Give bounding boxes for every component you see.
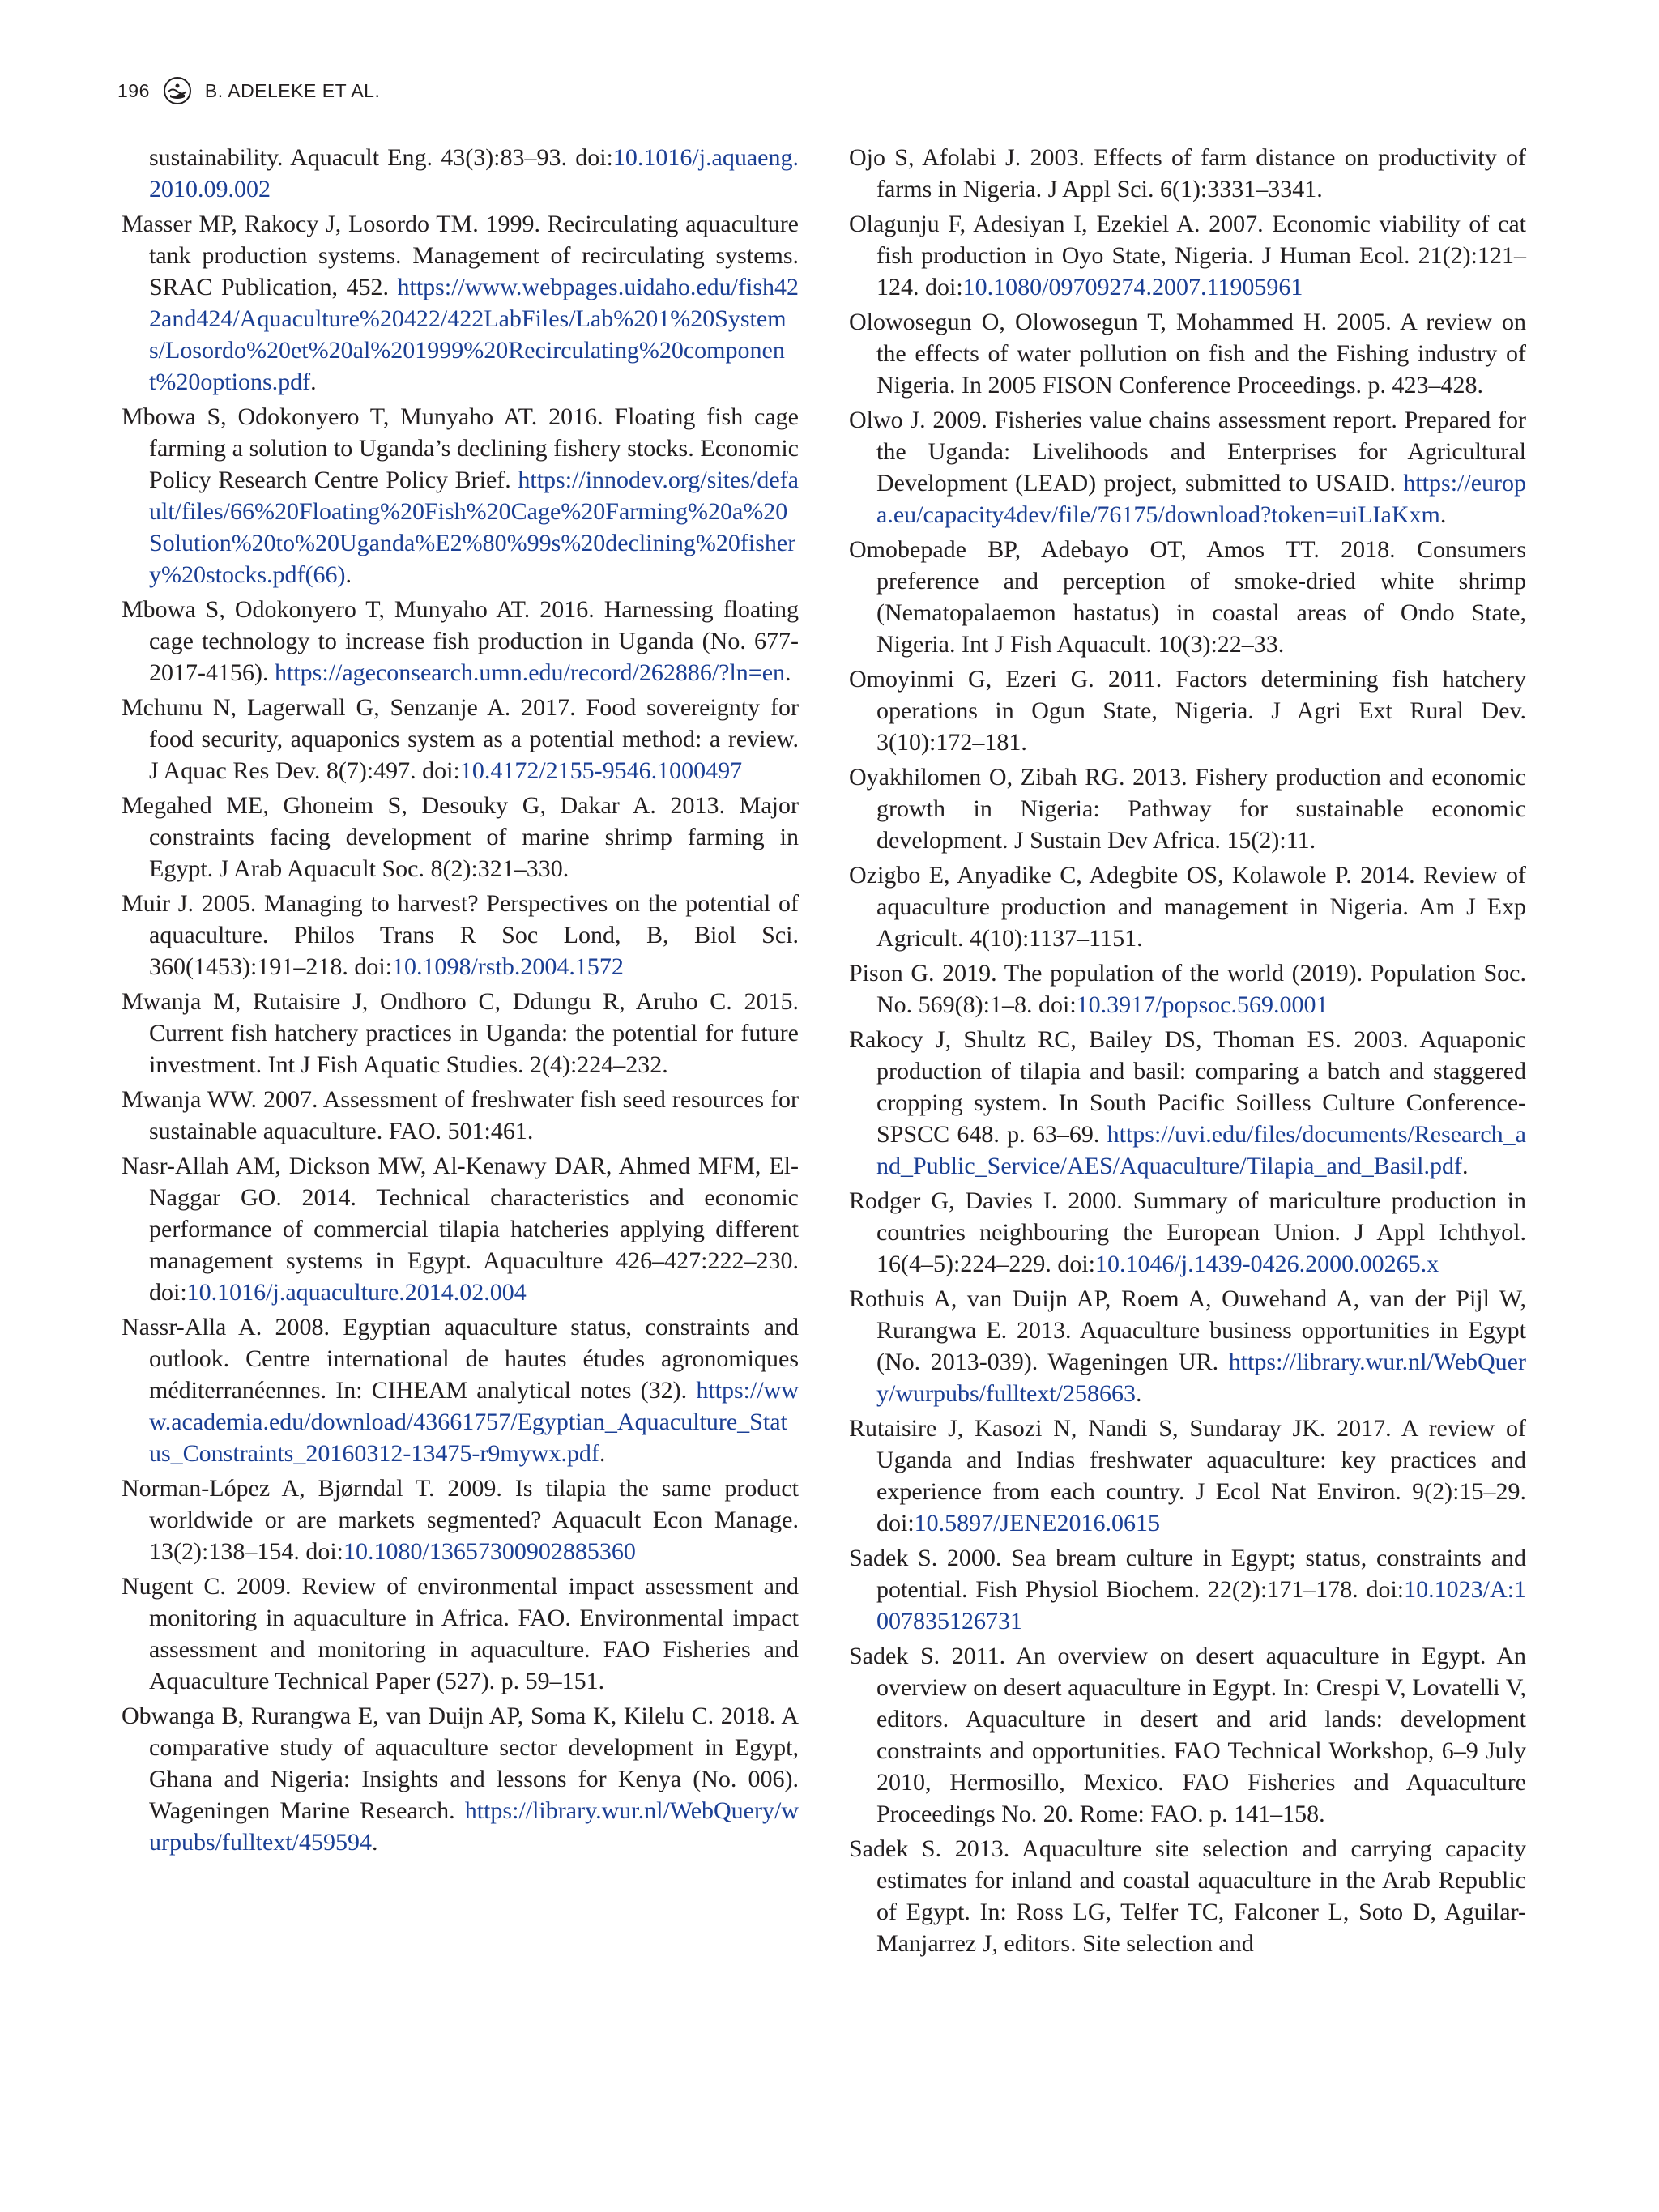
reference-text: Norman-López A, Bjørndal T. 2009. Is tilapia the same product worldwide or are markets segmented? Aquacult Econ Manage. 13(2):138–154. doi:: [122, 1475, 799, 1565]
reference-link[interactable]: https://www.webpages.uidaho.edu/fish422and424/Aquaculture%20422/422LabFiles/Lab%201%20Systems/Losordo%20et%20al%201999%20Recirculating%20component%20options.pdf: [149, 274, 799, 395]
reference-entry: [849, 1413, 1526, 1539]
reference-text: Megahed ME, Ghoneim S, Desouky G, Dakar A. 2013. Major constraints facing development of marine shrimp farming in Egypt. J Arab Aquacult Soc. 8(2):321–330.: [122, 792, 799, 882]
reference-entry: [122, 594, 799, 688]
reference-text: Rothuis A, van Duijn AP, Roem A, Ouwehand A, van der Pijl W, Rurangwa E. 2013. Aquaculture business opportunities in Egypt (No. 2013-039). Wageningen UR.: [849, 1285, 1526, 1375]
reference-entry: [122, 1473, 799, 1567]
reference-text: Rutaisire J, Kasozi N, Nandi S, Sundaray JK. 2017. A review of Uganda and Indias freshwater aquaculture: key practices and experience from each country. J Ecol Nat Environ. 9(2):15–29. doi:: [849, 1415, 1526, 1536]
reference-link[interactable]: https://ageconsearch.umn.edu/record/262886/?ln=en: [274, 659, 786, 686]
reference-link[interactable]: https://uvi.edu/files/documents/Research_and_Public_Service/AES/Aquaculture/Tilapia_and_Basil.pdf: [876, 1121, 1526, 1179]
reference-punctuation: .: [371, 1829, 378, 1856]
reference-link[interactable]: 10.3917/popsoc.569.0001: [1076, 991, 1328, 1018]
reference-entry: [122, 692, 799, 786]
reference-entry: [122, 142, 799, 205]
reference-entry: [849, 1024, 1526, 1182]
reference-text: Nasr-Allah AM, Dickson MW, Al-Kenawy DAR, Ahmed MFM, El-Naggar GO. 2014. Technical characteristics and economic performance of commercial tilapia hatcheries applying different management systems in Egypt. Aquaculture 426–427:222–230. doi:: [122, 1153, 799, 1306]
reference-entry: [122, 1311, 799, 1469]
reference-text: Mbowa S, Odokonyero T, Munyaho AT. 2016. Harnessing floating cage technology to increase fish production in Uganda (No. 677-2017-4156).: [122, 596, 799, 686]
reference-entry: [122, 1150, 799, 1308]
reference-link[interactable]: https://europa.eu/capacity4dev/file/76175/download?token=uiLIaKxm: [876, 470, 1526, 528]
reference-text: Ozigbo E, Anyadike C, Adegbite OS, Kolawole P. 2014. Review of aquaculture production and management in Nigeria. Am J Exp Agricult. 4(10):1137–1151.: [849, 862, 1526, 952]
reference-text: Pison G. 2019. The population of the world (2019). Population Soc. No. 569(8):1–8. doi:: [849, 960, 1526, 1018]
page-number: 196: [117, 79, 150, 101]
reference-text: Omoyinmi G, Ezeri G. 2011. Factors determining fish hatchery operations in Ogun State, Nigeria. J Agri Ext Rural Dev. 3(10):172–181.: [849, 666, 1526, 756]
running-head-authors: B. ADELEKE ET AL.: [204, 79, 381, 101]
reference-text: Oyakhilomen O, Zibah RG. 2013. Fishery production and economic growth in Nigeria: Pathway for sustainable economic development. J Sustain Dev Africa. 15(2):11.: [849, 764, 1526, 854]
reference-text: sustainability. Aquacult Eng. 43(3):83–93. doi:: [149, 144, 613, 171]
reference-text: Sadek S. 2013. Aquaculture site selection and carrying capacity estimates for inland and coastal aquaculture in the Arab Republic of Egypt. In: Ross LG, Telfer TC, Falconer L, Soto D, Aguilar-Manjarrez J, editors. Site selection and: [849, 1835, 1526, 1957]
reference-punctuation: .: [1461, 1153, 1469, 1179]
reference-text: Masser MP, Rakocy J, Losordo TM. 1999. Recirculating aquaculture tank production systems. Management of recirculating systems. SRAC Publication, 452.: [122, 211, 799, 300]
references-left-column: [122, 142, 799, 1861]
reference-entry: [849, 1283, 1526, 1409]
reference-link[interactable]: https://library.wur.nl/WebQuery/wurpubs/fulltext/459594: [149, 1797, 799, 1856]
reference-link[interactable]: 10.5897/JENE2016.0615: [914, 1510, 1160, 1536]
reference-entry: [122, 888, 799, 982]
reference-text: Mchunu N, Lagerwall G, Senzanje A. 2017. Food sovereignty for food security, aquaponics system as a potential method: a review. J Aquac Res Dev. 8(7):497. doi:: [122, 694, 799, 784]
reference-entry: [849, 1640, 1526, 1830]
reference-link[interactable]: https://innodev.org/sites/default/files/66%20Floating%20Fish%20Cage%20Farming%20a%20Solution%20to%20Uganda%E2%80%99s%20declining%20fishery%20stocks.pdf(66): [149, 467, 799, 588]
reference-entry: [849, 208, 1526, 303]
reference-link[interactable]: 10.1046/j.1439-0426.2000.00265.x: [1095, 1251, 1439, 1277]
reference-text: Nassr-Alla A. 2008. Egyptian aquaculture status, constraints and outlook. Centre international de hautes études agronomiques méditerranéennes. In: CIHEAM analytical notes (32).: [122, 1314, 799, 1404]
reference-entry: [849, 1833, 1526, 1959]
reference-text: Omobepade BP, Adebayo OT, Amos TT. 2018. Consumers preference and perception of smoke-dried white shrimp (Nematopalaemon hastatus) in coastal areas of Ondo State, Nigeria. Int J Fish Aquacult. 10(3):22–33.: [849, 536, 1526, 658]
reference-entry: [849, 761, 1526, 856]
reference-link[interactable]: 10.1080/09709274.2007.11905961: [962, 274, 1303, 300]
reference-text: Mbowa S, Odokonyero T, Munyaho AT. 2016. Floating fish cage farming a solution to Uganda’s declining fishery stocks. Economic Policy Research Centre Policy Brief.: [122, 403, 799, 493]
reference-entry: [849, 1542, 1526, 1637]
reference-text: Ojo S, Afolabi J. 2003. Effects of farm distance on productivity of farms in Nigeria. J Appl Sci. 6(1):3331–3341.: [849, 144, 1526, 202]
reference-entry: [122, 1700, 799, 1858]
reference-entry: [122, 1571, 799, 1697]
reference-entry: [849, 663, 1526, 758]
reference-text: Olowosegun O, Olowosegun T, Mohammed H. 2005. A review on the effects of water pollution on fish and the Fishing industry of Nigeria. In 2005 FISON Conference Proceedings. p. 423–428.: [849, 309, 1526, 399]
reference-link[interactable]: 10.1098/rstb.2004.1572: [392, 953, 624, 980]
reference-text: Mwanja WW. 2007. Assessment of freshwater fish seed resources for sustainable aquaculture. FAO. 501:461.: [122, 1086, 799, 1144]
reference-entry: [122, 1084, 799, 1147]
reference-punctuation: .: [1439, 501, 1447, 528]
reference-text: Nugent C. 2009. Review of environmental impact assessment and monitoring in aquaculture in Africa. FAO. Environmental impact assessment and monitoring in aquaculture. FAO Fisheries and Aquaculture Technical Paper (527). p. 59–151.: [122, 1573, 799, 1694]
reference-text: Olwo J. 2009. Fisheries value chains assessment report. Prepared for the Uganda: Livelihoods and Enterprises for Agricultural Development (LEAD) project, submitted to USAID.: [849, 407, 1526, 497]
reference-link[interactable]: 10.1016/j.aquaculture.2014.02.004: [186, 1279, 527, 1306]
reference-punctuation: .: [599, 1440, 606, 1467]
reference-link[interactable]: https://www.academia.edu/download/43661757/Egyptian_Aquaculture_Status_Constraints_20160312-13475-r9mywx.pdf: [149, 1377, 799, 1467]
reference-text: Sadek S. 2000. Sea bream culture in Egypt; status, constraints and potential. Fish Physiol Biochem. 22(2):171–178. doi:: [849, 1545, 1526, 1603]
reference-link[interactable]: https://library.wur.nl/WebQuery/wurpubs/fulltext/258663: [876, 1349, 1526, 1407]
reference-text: Muir J. 2005. Managing to harvest? Perspectives on the potential of aquaculture. Philos Trans R Soc Lond, B, Biol Sci. 360(1453):191–218. doi:: [122, 890, 799, 980]
publisher-logo-icon: [163, 76, 192, 105]
reference-entry: [849, 306, 1526, 401]
reference-entry: [849, 1185, 1526, 1280]
reference-entry: [849, 859, 1526, 954]
reference-entry: [849, 142, 1526, 205]
running-header: [117, 75, 380, 107]
reference-text: Rakocy J, Shultz RC, Bailey DS, Thoman ES. 2003. Aquaponic production of tilapia and basil: comparing a batch and staggered cropping system. In South Pacific Soilless Culture Conference-SPSCC 648. p. 63–69.: [849, 1026, 1526, 1148]
reference-punctuation: .: [345, 561, 352, 588]
reference-entry: [122, 790, 799, 884]
reference-text: Sadek S. 2011. An overview on desert aquaculture in Egypt. An overview on desert aquaculture in Egypt. In: Crespi V, Lovatelli V, editors. Aquaculture in desert and arid lands: development constraints and opportunities. FAO Technical Workshop, 6–9 July 2010, Hermosillo, Mexico. FAO Fisheries and Aquaculture Proceedings No. 20. Rome: FAO. p. 141–158.: [849, 1643, 1526, 1827]
reference-punctuation: .: [310, 369, 317, 395]
reference-entry: [849, 534, 1526, 660]
reference-text: Obwanga B, Rurangwa E, van Duijn AP, Soma K, Kilelu C. 2018. A comparative study of aquaculture sector development in Egypt, Ghana and Nigeria: Insights and lessons for Kenya (No. 006). Wageningen Marine Research.: [122, 1703, 799, 1824]
reference-link[interactable]: 10.1023/A:1007835126731: [876, 1576, 1526, 1634]
reference-text: Rodger G, Davies I. 2000. Summary of mariculture production in countries neighbouring the European Union. J Appl Ichthyol. 16(4–5):224–229. doi:: [849, 1187, 1526, 1277]
reference-link[interactable]: 10.4172/2155-9546.1000497: [459, 757, 743, 784]
reference-punctuation: .: [1135, 1380, 1142, 1407]
reference-link[interactable]: 10.1016/j.aquaeng.2010.09.002: [149, 144, 799, 202]
reference-punctuation: .: [785, 659, 791, 686]
reference-entry: [122, 208, 799, 398]
reference-entry: [122, 986, 799, 1080]
references-right-column: [849, 142, 1526, 1963]
reference-text: Olagunju F, Adesiyan I, Ezekiel A. 2007. Economic viability of cat fish production in Oyo State, Nigeria. J Human Ecol. 21(2):121–124. doi:: [849, 211, 1526, 300]
reference-entry: [122, 401, 799, 590]
reference-link[interactable]: 10.1080/13657300902885360: [343, 1538, 636, 1565]
reference-text: Mwanja M, Rutaisire J, Ondhoro C, Ddungu R, Aruho C. 2015. Current fish hatchery practices in Uganda: the potential for future investment. Int J Fish Aquatic Studies. 2(4):224–232.: [122, 988, 799, 1078]
reference-entry: [849, 957, 1526, 1021]
reference-entry: [849, 404, 1526, 531]
